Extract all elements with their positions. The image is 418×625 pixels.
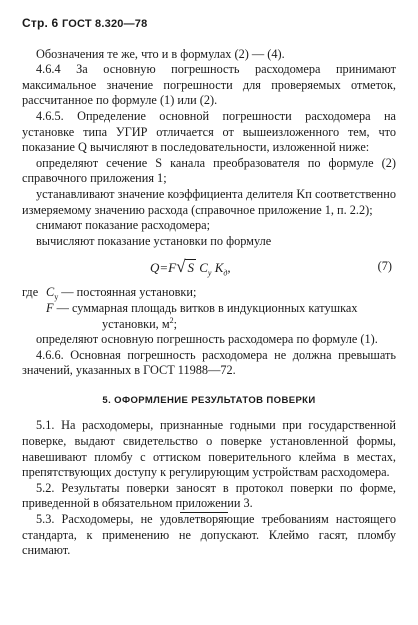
formula-k: K <box>214 260 224 276</box>
step-take-reading: снимают показание расходомера; <box>36 218 211 233</box>
definition-cy <box>22 285 396 301</box>
def-f-cont: установки, м <box>102 316 170 331</box>
standard-code: ГОСТ 8.320—78 <box>61 18 148 30</box>
formula-c-sub: у <box>207 268 212 278</box>
def-cy-sub: у <box>54 292 59 302</box>
definitions <box>22 285 396 332</box>
def-f-sup: 2 <box>169 315 174 325</box>
def-f-end: ; <box>173 316 178 331</box>
formula-lhs: Q <box>150 260 160 276</box>
formula-equals: = <box>159 260 169 276</box>
formula-expression <box>150 259 231 276</box>
paragraph-notation: Обозначения те же, что и в формулах (2) — (4). <box>36 46 285 61</box>
paragraph-4-6-5: 4.6.5. Определение основной погрешности расходомера на установке типа УГИР отличается от вышеизложенного тем, что показание Q вычисляют в последовательности, изложенной ниже: <box>22 108 396 155</box>
step-compute-reading: вычисляют показание установки по формуле <box>36 233 272 248</box>
formula-7 <box>22 255 396 285</box>
end-divider <box>180 512 228 513</box>
formula-c: C <box>199 260 208 276</box>
definition-f-continued <box>22 317 396 333</box>
where-word: где <box>22 285 39 300</box>
sqrt-icon: √ <box>176 257 186 277</box>
formula-tail: , <box>227 260 231 276</box>
formula-k-sub: д <box>223 268 228 278</box>
def-cy-text: — постоянная установки; <box>58 285 197 300</box>
paragraph-4-6-4: 4.6.4 За основную погрешность расходомера принимают максимальное значение погрешности для проверяемых отметок, рассчитанное по формуле (1) или (2). <box>22 62 396 108</box>
formula-f: F <box>168 260 177 276</box>
step-determine-section: определяют сечение S канала преобразователя по формуле (2) справочного приложения 1; <box>22 155 396 186</box>
formula-number: (7) <box>377 259 392 274</box>
paragraph-5-1: 5.1. На расходомеры, признанные годными при государственной поверке, выдают свидетельство о поверке установленной формы, навешивают пломбу с оттиском поверительного клейма в местах, препятствующих доступу к регулирующим устройствам расходомера. <box>22 418 396 480</box>
definition-f <box>22 301 396 317</box>
def-cy-symbol: C <box>46 285 55 300</box>
section-5-title: 5. ОФОРМЛЕНИЕ РЕЗУЛЬТАТОВ ПОВЕРКИ <box>102 394 316 406</box>
paragraph-5-3: 5.3. Расходомеры, не удовлетворяющие требованиям настоящего стандарта, к применению не допускают. Клеймо гасят, пломбу снимают. <box>22 512 396 558</box>
document-page <box>22 16 396 559</box>
paragraph-5-2: 5.2. Результаты поверки заносят в протокол поверки по форме, приведенной в обязательном приложении 3. <box>22 480 396 511</box>
step-set-divider: устанавливают значение коэффициента делителя Kп соответственно измеряемому значению расхода (справочное приложение 1, п. 2.2); <box>22 186 396 217</box>
step-determine-error: определяют основную погрешность расходомера по формуле (1). <box>36 332 378 347</box>
def-f-symbol: F <box>46 300 54 315</box>
formula-sqrt-arg: S <box>187 260 194 276</box>
page-number-label: Стр. 6 <box>22 16 59 30</box>
def-f-text: — суммарная площадь витков в индукционных катушках <box>53 300 358 315</box>
page-header <box>22 16 396 33</box>
paragraph-4-6-6: 4.6.6. Основная погрешность расходомера не должна превышать значений, указанных в ГОСТ 11988—72. <box>22 347 396 378</box>
